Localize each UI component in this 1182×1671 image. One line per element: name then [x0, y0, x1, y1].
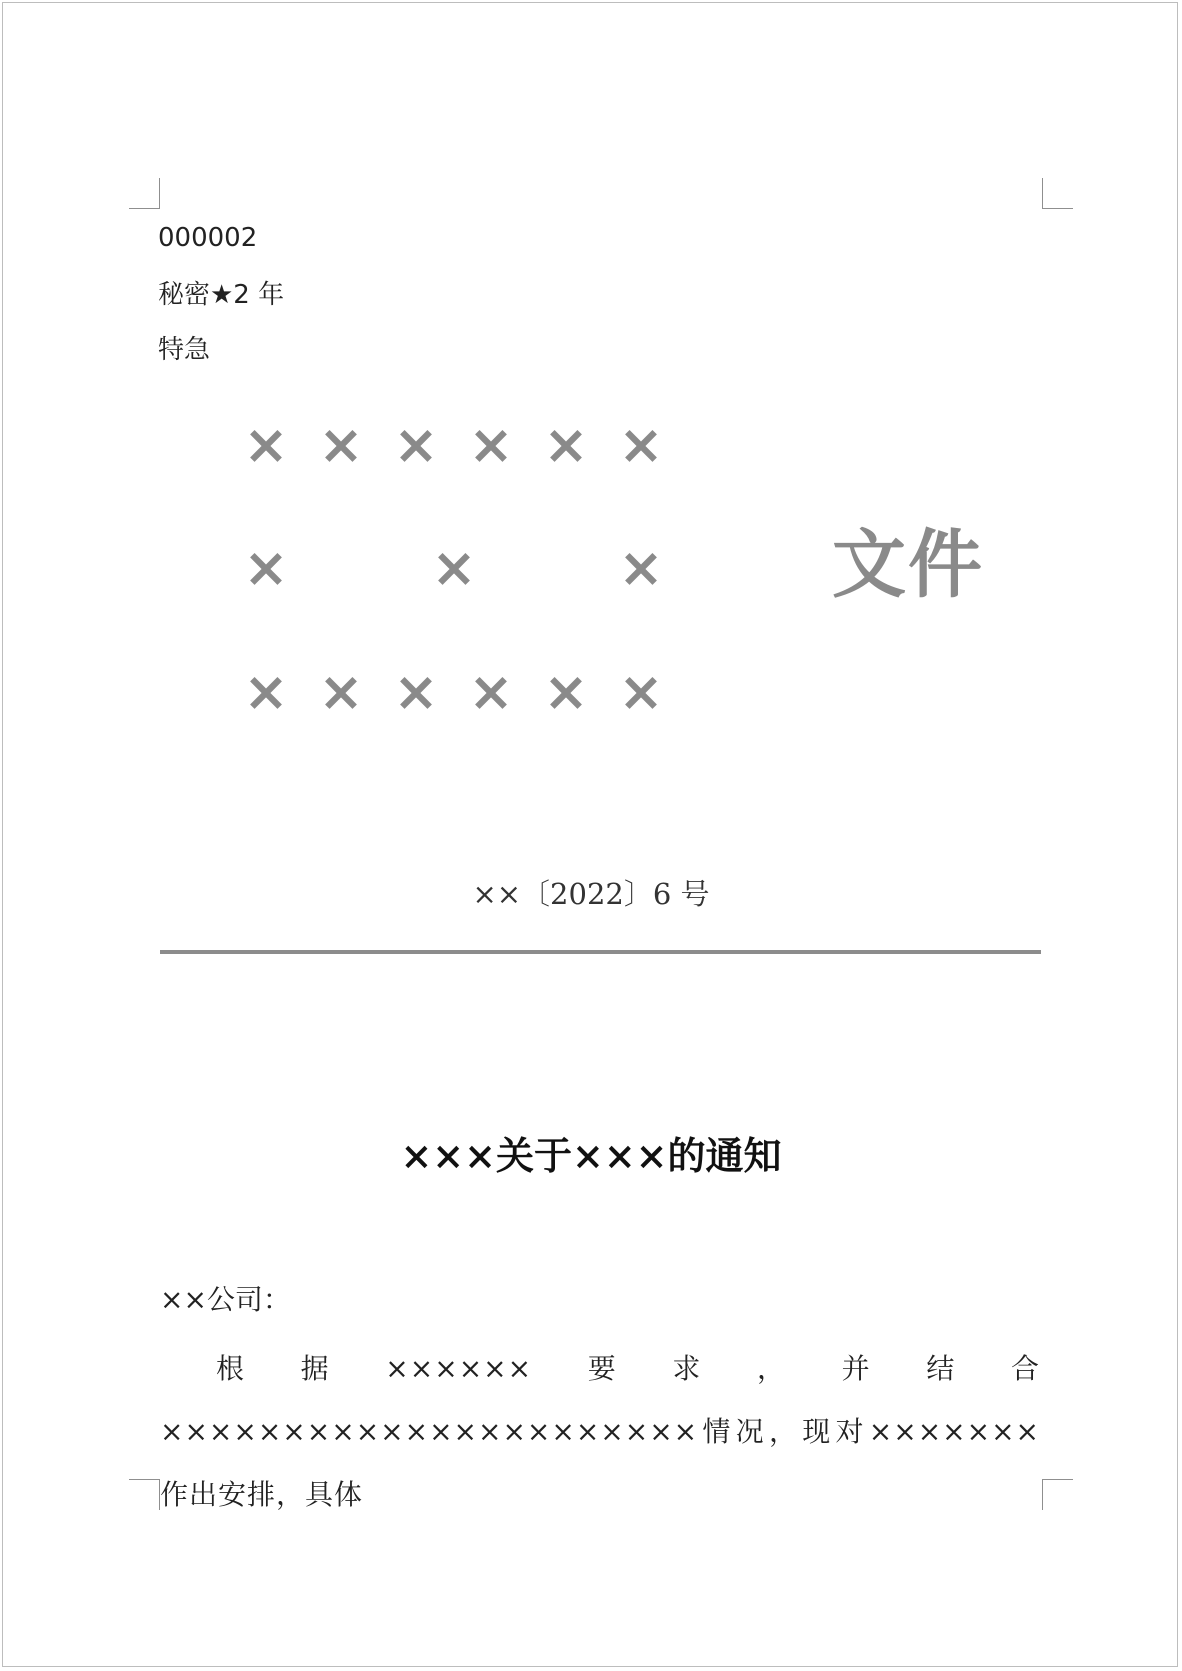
authority-glyph: ×	[243, 660, 289, 723]
authority-glyph: ×	[393, 660, 439, 723]
document-serial-number: 000002	[158, 223, 258, 253]
crop-mark-bottom-right	[1042, 1479, 1073, 1510]
authority-glyph: ×	[243, 413, 289, 476]
authority-glyph: ×	[468, 413, 514, 476]
authority-glyph: ×	[393, 413, 439, 476]
crop-mark-top-left	[129, 178, 160, 209]
authority-glyph: ×	[543, 413, 589, 476]
authority-glyph: ×	[243, 536, 289, 599]
body-paragraph: 根据××××××要求，并结合××××××××××××××××××××××情况，现对×××××××作出安排，具体	[160, 1352, 1040, 1511]
crop-mark-top-right	[1042, 178, 1073, 209]
salutation: ××公司：	[160, 1283, 291, 1316]
document-number: ××〔2022〕6 号	[472, 877, 710, 911]
authority-glyph: ×	[318, 660, 364, 723]
authority-glyph: ×	[431, 536, 477, 599]
document-type-label: 文件	[832, 522, 984, 608]
authority-glyph: ×	[618, 536, 664, 599]
authority-glyph: ×	[318, 413, 364, 476]
red-header-divider	[160, 950, 1041, 954]
authority-glyph: ×	[543, 660, 589, 723]
crop-mark-bottom-left	[129, 1479, 160, 1510]
secret-level: 秘密★2 年	[158, 280, 285, 310]
authority-glyph: ×	[618, 413, 664, 476]
authority-glyph: ×	[468, 660, 514, 723]
urgency-level: 特急	[158, 335, 211, 365]
document-title: ×××关于×××的通知	[400, 1133, 782, 1178]
authority-glyph: ×	[618, 660, 664, 723]
